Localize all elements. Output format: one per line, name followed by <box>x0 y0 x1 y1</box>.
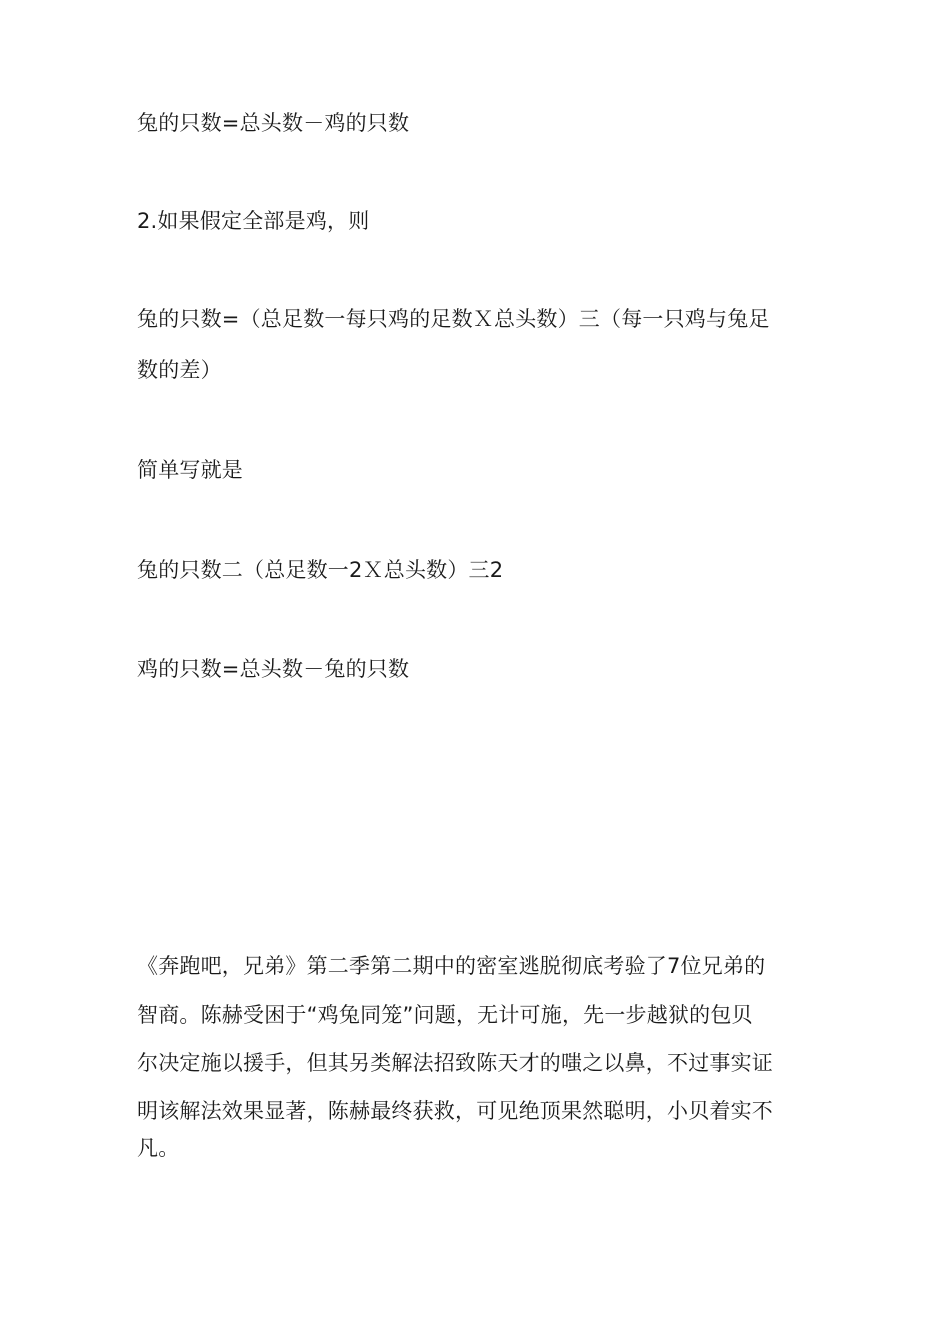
simple-write-label: 简单写就是 <box>137 458 243 482</box>
formula-rabbit-count-line-2: 数的差） <box>137 358 222 382</box>
story-line-3: 尔决定施以援手，但其另类解法招致陈天才的嗤之以鼻，不过事实证 <box>137 1051 773 1075</box>
formula-rabbit-count: 兔的只数=总头数－鸡的只数 <box>137 111 410 135</box>
story-line-5: 凡。 <box>137 1136 180 1160</box>
formula-rabbit-count-simple: 兔的只数二（总足数一2Ｘ总头数）三2 <box>137 558 504 582</box>
story-line-1: 《奔跑吧，兄弟》第二季第二期中的密室逃脱彻底考验了7位兄弟的 <box>137 954 766 978</box>
story-line-2: 智商。陈赫受困于“鸡兔同笼”问题，无计可施，先一步越狱的包贝 <box>137 1003 753 1027</box>
story-line-4: 明该解法效果显著，陈赫最终获救，可见绝顶果然聪明，小贝着实不 <box>137 1099 773 1123</box>
formula-rabbit-count-line-1: 兔的只数=（总足数一每只鸡的足数Ｘ总头数）三（每一只鸡与兔足 <box>137 307 770 331</box>
formula-chicken-count: 鸡的只数=总头数－兔的只数 <box>137 657 410 681</box>
assumption-heading: 2.如果假定全部是鸡，则 <box>137 209 370 233</box>
